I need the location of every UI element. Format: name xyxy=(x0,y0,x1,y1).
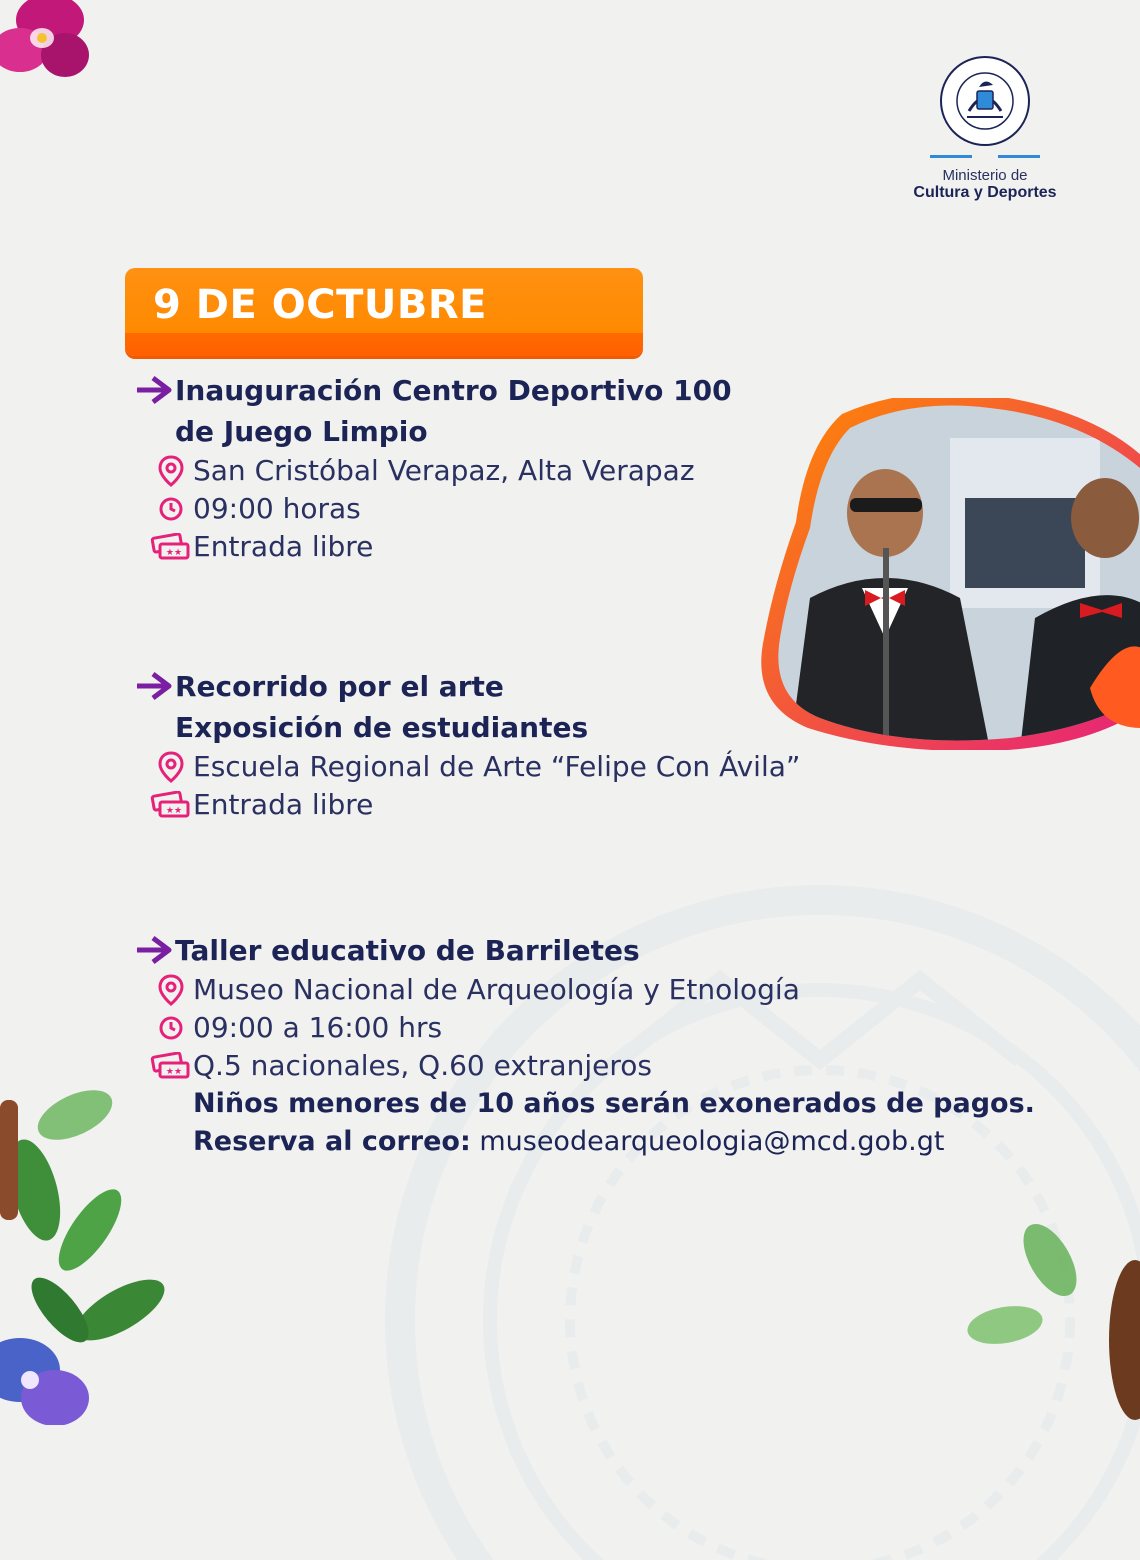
event-title: Inauguración Centro Deportivo 100 xyxy=(175,374,732,407)
reserve-email-link[interactable]: museodearqueologia@mcd.gob.gt xyxy=(479,1126,945,1157)
event-entry: Q.5 nacionales, Q.60 extranjeros xyxy=(193,1049,652,1082)
fee-exemption-note: Niños menores de 10 años serán exonerados de pagos. xyxy=(193,1088,1035,1119)
ministry-name-line2: Cultura y Deportes xyxy=(913,184,1057,201)
event-photo xyxy=(750,398,1140,750)
event-time: 09:00 horas xyxy=(193,492,361,525)
clock-icon xyxy=(159,1016,183,1040)
reserve-label: Reserva al correo: xyxy=(193,1126,471,1157)
event-location: San Cristóbal Verapaz, Alta Verapaz xyxy=(193,454,695,487)
ticket-icon xyxy=(150,791,192,819)
event-note xyxy=(133,1085,1035,1123)
orchid-flower-decoration xyxy=(0,0,100,90)
ticket-icon xyxy=(150,533,192,561)
arrow-icon xyxy=(133,668,175,704)
event-location: Museo Nacional de Arqueología y Etnología xyxy=(193,973,800,1006)
location-pin-icon xyxy=(158,455,184,487)
location-pin-icon xyxy=(158,751,184,783)
event-title-line2: Exposición de estudiantes xyxy=(175,711,589,744)
event-entry: Entrada libre xyxy=(193,788,374,821)
ticket-icon xyxy=(150,1052,192,1080)
leaves-decoration xyxy=(960,1220,1140,1425)
event-title: Taller educativo de Barriletes xyxy=(175,934,640,967)
date-banner xyxy=(125,268,643,356)
event-time: 09:00 a 16:00 hrs xyxy=(193,1011,443,1044)
svg-text:★★: ★★ xyxy=(165,548,183,558)
guatemala-seal-icon xyxy=(939,55,1031,147)
ministry-name-line1: Ministerio de xyxy=(942,167,1028,184)
event-title-line2: de Juego Limpio xyxy=(175,415,428,448)
location-pin-icon xyxy=(158,974,184,1006)
reservation-line xyxy=(133,1123,1035,1161)
clock-icon xyxy=(159,497,183,521)
event-entry: Entrada libre xyxy=(193,530,374,563)
event-2 xyxy=(133,666,800,824)
event-3 xyxy=(133,930,1035,1161)
logo-divider xyxy=(900,155,1070,158)
event-1 xyxy=(133,370,732,566)
svg-text:★★: ★★ xyxy=(165,1067,183,1077)
event-title: Recorrido por el arte xyxy=(175,670,504,703)
date-label: 9 DE OCTUBRE xyxy=(153,282,487,328)
event-location: Escuela Regional de Arte “Felipe Con Ávila” xyxy=(193,750,801,783)
arrow-icon xyxy=(133,372,175,408)
ministry-logo xyxy=(900,55,1070,202)
arrow-icon xyxy=(133,932,175,968)
svg-text:★★: ★★ xyxy=(165,806,183,816)
